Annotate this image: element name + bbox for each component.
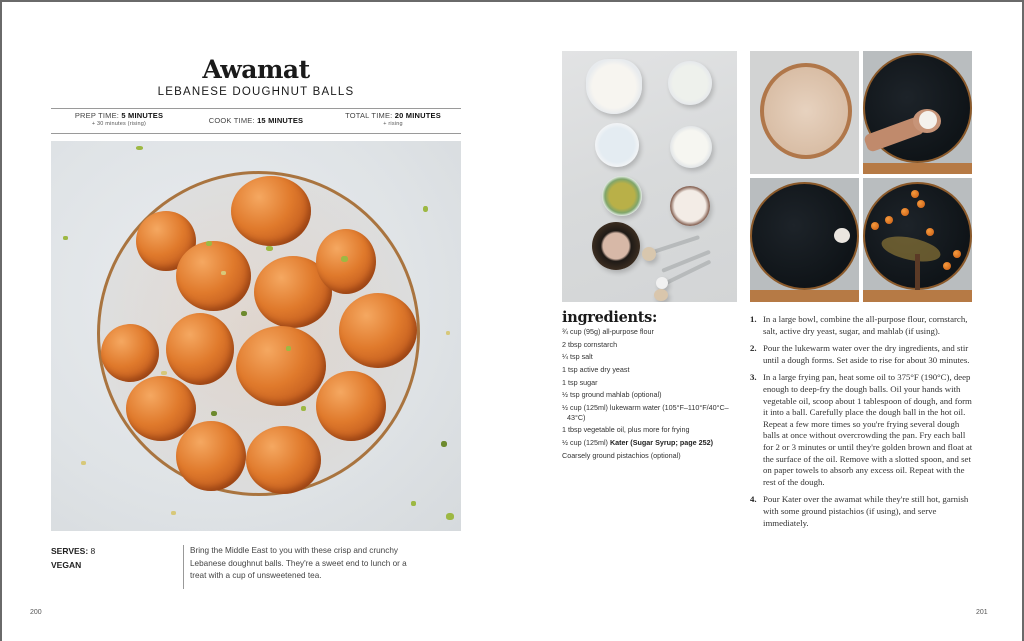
pistachio-crumb [341, 256, 348, 262]
measuring-spoon [661, 260, 711, 287]
doughnut-ball [101, 324, 159, 382]
serves-info [51, 545, 95, 572]
ingredient-item: ¾ cup (95g) all-purpose flour [562, 327, 654, 336]
doughnut-ball [176, 241, 251, 311]
step-number: 3. [750, 372, 757, 383]
dough-bowl [760, 63, 852, 159]
sugar-bowl [670, 186, 710, 226]
pistachio-crumb [206, 241, 212, 246]
cook-time [188, 116, 324, 125]
prep-time-label: PREP TIME: [74, 111, 122, 120]
doughnut-ball [339, 293, 417, 368]
dough-ball [919, 111, 937, 129]
ingredient-item: 1 tsp sugar [562, 377, 598, 387]
ingredients-list [562, 327, 732, 463]
spoon-bowl [656, 277, 668, 289]
doughnut-ball [236, 326, 326, 406]
frying-ball [885, 216, 893, 224]
prep-time-note: + 30 minutes (rising) [91, 121, 147, 127]
cook-time-value: 15 MINUTES [257, 116, 304, 125]
prep-time-value: 5 MINUTES [121, 111, 164, 120]
ingredient-item: ½ cup (125ml) lukewarm water (105°F–110°F/40°C–43°C) [562, 403, 729, 422]
ingredient-item: 1 tsp active dry yeast [562, 365, 630, 375]
diet-label: VEGAN [51, 559, 82, 570]
pistachio-crumb [301, 406, 306, 411]
frying-ball [917, 200, 925, 208]
ingredient-item: 2 tbsp cornstarch [562, 339, 618, 349]
step-item [750, 372, 975, 488]
ingredient-item: ½ tsp ground mahlab (optional) [562, 390, 662, 400]
pistachio-crumb [441, 441, 447, 447]
pistachio-crumb [266, 246, 273, 251]
ingredients-photo [562, 51, 737, 302]
step-number: 1. [750, 314, 757, 324]
step-photo-1 [750, 51, 859, 174]
step-number: 2. [750, 343, 757, 354]
pistachio-crumb [136, 146, 143, 150]
water-bowl [595, 123, 639, 167]
pistachio-crumb [161, 371, 167, 375]
cornstarch-bowl [670, 126, 712, 168]
doughnut-ball [316, 371, 386, 441]
pistachio-crumb [211, 411, 217, 416]
pistachio-crumb [171, 511, 176, 515]
pistachio-crumb [81, 461, 86, 465]
total-time-note: + rising [383, 121, 403, 127]
kater-cross-reference: Kater (Sugar Syrup; page 252) [609, 438, 713, 447]
doughnut-ball [246, 426, 321, 494]
yeast-bowl [592, 222, 640, 270]
pistachio-bowl [602, 176, 642, 216]
measuring-spoon [649, 235, 700, 255]
method-steps [750, 314, 975, 535]
step-photo-grid [750, 51, 972, 302]
ingredient-item: Coarsely ground pistachios (optional) [562, 450, 681, 460]
prep-time [51, 111, 187, 127]
step-text: In a large frying pan, heat some oil to 375°F (190°C), deep enough to deep-fry the dough balls. Oil your hands with vegetable oil, scoop about 1 tablespoon of dough, and form it into a ball. Carefully place the dough ball in the hot oil. Repeat a few more times so you're frying several dough balls at once without overcrowding the pan. Fry each ball for 2 or 3 minutes or until they're golden brown and float at the surface of the oil. Remove with a slotted spoon, and set on paper towels to absorb any excess oil. Repeat with the rest of the dough. [763, 372, 973, 487]
counter [863, 290, 972, 302]
pistachio-crumb [286, 346, 291, 351]
pistachio-crumb [411, 501, 416, 506]
page-number-left: 200 [30, 609, 42, 616]
step-item [750, 343, 975, 366]
step-photo-2 [863, 51, 972, 174]
ingredients-heading: ingredients: [562, 309, 658, 326]
page-number-right: 201 [976, 609, 988, 616]
frying-ball [901, 208, 909, 216]
frying-ball [926, 228, 934, 236]
step-item [750, 494, 975, 529]
recipe-subtitle: LEBANESE DOUGHNUT BALLS [157, 86, 355, 98]
doughnut-ball [166, 313, 234, 385]
ingredient-amount: ½ cup (125ml) [562, 438, 610, 447]
serves-label: SERVES: [51, 546, 89, 556]
recipe-description: Bring the Middle East to you with these crisp and crunchy Lebanese doughnut balls. They're a sweet end to lunch or a treat with a cup of unsweetened tea. [190, 546, 407, 581]
time-info-bar [51, 111, 461, 133]
doughnut-ball [176, 421, 246, 491]
ingredient-item: 1 tbsp vegetable oil, plus more for frying [562, 425, 690, 435]
frying-ball [953, 250, 961, 258]
vertical-divider [183, 545, 184, 589]
ingredient-item [562, 438, 732, 448]
serves-value: 8 [88, 546, 96, 556]
step-item [750, 314, 975, 337]
frying-ball [943, 262, 951, 270]
doughnut-ball [231, 176, 311, 246]
frying-ball [911, 190, 919, 198]
pistachio-crumb [63, 236, 68, 240]
pistachio-crumb [241, 311, 247, 316]
recipe-title: Awamat [202, 55, 310, 84]
spoon-handle [915, 254, 920, 294]
step-photo-3 [750, 178, 859, 302]
spoon-bowl [642, 247, 656, 261]
top-rule [51, 108, 461, 109]
spoon-bowl [654, 289, 668, 301]
counter [863, 163, 972, 174]
total-time-label: TOTAL TIME: [345, 111, 395, 120]
step-photo-4 [863, 178, 972, 302]
pistachio-crumb [423, 206, 428, 212]
pistachio-crumb [446, 331, 450, 335]
counter [750, 290, 859, 302]
pistachio-crumb [221, 271, 226, 275]
hero-photo [51, 141, 461, 531]
step-text: In a large bowl, combine the all-purpose flour, cornstarch, salt, active dry yeast, sugar, and mahlab (if using). [763, 314, 968, 336]
step-text: Pour the lukewarm water over the dry ingredients, and stir until a dough forms. Set aside to rise for about 30 minutes. [763, 343, 970, 365]
total-time-value: 20 MINUTES [394, 111, 441, 120]
step-text: Pour Kater over the awamat while they're still hot, garnish with some ground pistachios (if using), and serve immediately. [763, 494, 969, 528]
oil-bowl [668, 61, 712, 105]
ingredient-item: ¼ tsp salt [562, 352, 593, 362]
step-number: 4. [750, 494, 757, 505]
pistachio-crumb [446, 513, 454, 520]
flour-bowl [586, 59, 642, 114]
frying-ball [871, 222, 879, 230]
total-time [325, 111, 461, 127]
bottom-rule [51, 133, 461, 134]
cook-time-label: COOK TIME: [208, 116, 258, 125]
dough-ball [834, 228, 850, 243]
